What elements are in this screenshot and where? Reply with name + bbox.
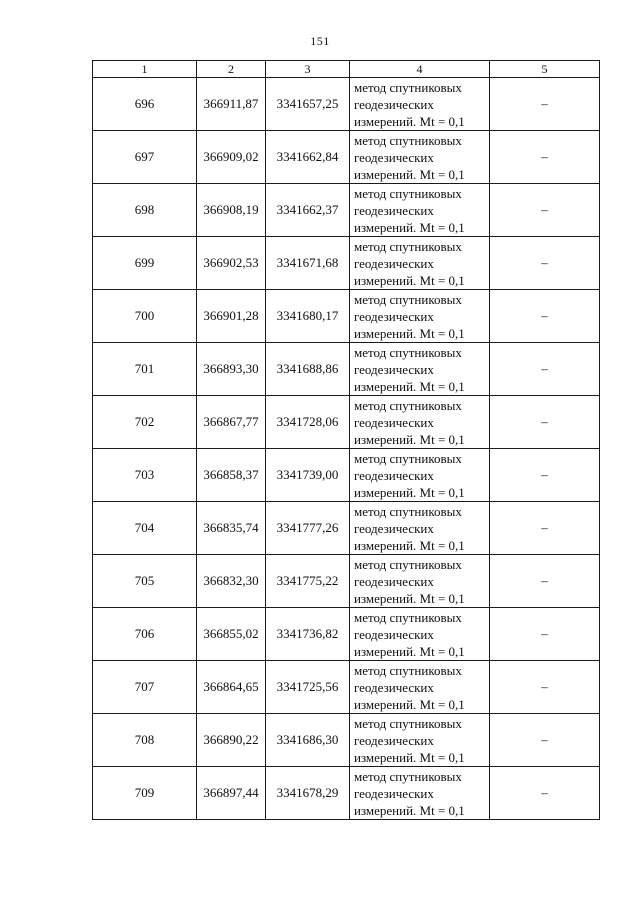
coordinate-y-cell: 3341736,82	[266, 608, 350, 661]
note-cell: –	[490, 237, 600, 290]
column-header-3: 3	[266, 61, 350, 78]
coordinate-y-cell: 3341728,06	[266, 396, 350, 449]
point-number-cell: 700	[93, 290, 197, 343]
coordinate-y-cell: 3341657,25	[266, 78, 350, 131]
note-cell: –	[490, 78, 600, 131]
coordinate-y-cell: 3341688,86	[266, 343, 350, 396]
point-number-cell: 696	[93, 78, 197, 131]
coordinates-table	[92, 60, 600, 820]
table-row	[93, 237, 600, 290]
coordinate-x-cell: 366864,65	[197, 661, 266, 714]
coordinate-x-cell: 366890,22	[197, 714, 266, 767]
coordinate-x-cell: 366893,30	[197, 343, 266, 396]
note-cell: –	[490, 608, 600, 661]
coordinate-x-cell: 366909,02	[197, 131, 266, 184]
coordinate-y-cell: 3341775,22	[266, 555, 350, 608]
point-number-cell: 699	[93, 237, 197, 290]
point-number-cell: 705	[93, 555, 197, 608]
table-row	[93, 343, 600, 396]
table-row	[93, 131, 600, 184]
coordinate-x-cell: 366832,30	[197, 555, 266, 608]
coordinate-y-cell: 3341662,37	[266, 184, 350, 237]
page-number: 151	[310, 34, 330, 48]
table-row	[93, 396, 600, 449]
coordinate-y-cell: 3341662,84	[266, 131, 350, 184]
coordinate-x-cell: 366908,19	[197, 184, 266, 237]
method-cell: метод спутниковых геодезических измерений. Mt = 0,1	[350, 343, 490, 396]
table-row	[93, 661, 600, 714]
method-cell: метод спутниковых геодезических измерений. Mt = 0,1	[350, 396, 490, 449]
method-cell: метод спутниковых геодезических измерений. Mt = 0,1	[350, 608, 490, 661]
coordinate-y-cell: 3341678,29	[266, 767, 350, 820]
note-cell: –	[490, 714, 600, 767]
coordinate-x-cell: 366901,28	[197, 290, 266, 343]
table-row	[93, 555, 600, 608]
note-cell: –	[490, 290, 600, 343]
point-number-cell: 707	[93, 661, 197, 714]
point-number-cell: 704	[93, 502, 197, 555]
method-cell: метод спутниковых геодезических измерений. Mt = 0,1	[350, 78, 490, 131]
point-number-cell: 698	[93, 184, 197, 237]
method-cell: метод спутниковых геодезических измерений. Mt = 0,1	[350, 290, 490, 343]
point-number-cell: 708	[93, 714, 197, 767]
note-cell: –	[490, 767, 600, 820]
note-cell: –	[490, 184, 600, 237]
column-header-5: 5	[490, 61, 600, 78]
table-row	[93, 449, 600, 502]
note-cell: –	[490, 449, 600, 502]
column-header-1: 1	[93, 61, 197, 78]
table-row	[93, 184, 600, 237]
column-header-2: 2	[197, 61, 266, 78]
note-cell: –	[490, 502, 600, 555]
method-cell: метод спутниковых геодезических измерений. Mt = 0,1	[350, 714, 490, 767]
coordinate-x-cell: 366897,44	[197, 767, 266, 820]
note-cell: –	[490, 131, 600, 184]
coordinate-x-cell: 366858,37	[197, 449, 266, 502]
point-number-cell: 703	[93, 449, 197, 502]
method-cell: метод спутниковых геодезических измерений. Mt = 0,1	[350, 661, 490, 714]
table-header-row	[93, 61, 600, 78]
note-cell: –	[490, 661, 600, 714]
table-body	[93, 78, 600, 820]
method-cell: метод спутниковых геодезических измерений. Mt = 0,1	[350, 449, 490, 502]
note-cell: –	[490, 343, 600, 396]
note-cell: –	[490, 396, 600, 449]
table-row	[93, 290, 600, 343]
point-number-cell: 701	[93, 343, 197, 396]
coordinate-x-cell: 366867,77	[197, 396, 266, 449]
point-number-cell: 706	[93, 608, 197, 661]
point-number-cell: 697	[93, 131, 197, 184]
method-cell: метод спутниковых геодезических измерений. Mt = 0,1	[350, 555, 490, 608]
coordinate-x-cell: 366902,53	[197, 237, 266, 290]
coordinate-y-cell: 3341739,00	[266, 449, 350, 502]
method-cell: метод спутниковых геодезических измерений. Mt = 0,1	[350, 502, 490, 555]
method-cell: метод спутниковых геодезических измерений. Mt = 0,1	[350, 131, 490, 184]
table-row	[93, 714, 600, 767]
method-cell: метод спутниковых геодезических измерений. Mt = 0,1	[350, 767, 490, 820]
coordinate-y-cell: 3341686,30	[266, 714, 350, 767]
coordinate-x-cell: 366835,74	[197, 502, 266, 555]
coordinate-y-cell: 3341680,17	[266, 290, 350, 343]
coordinate-x-cell: 366911,87	[197, 78, 266, 131]
column-header-4: 4	[350, 61, 490, 78]
method-cell: метод спутниковых геодезических измерений. Mt = 0,1	[350, 237, 490, 290]
point-number-cell: 709	[93, 767, 197, 820]
method-cell: метод спутниковых геодезических измерений. Mt = 0,1	[350, 184, 490, 237]
table-row	[93, 608, 600, 661]
table-row	[93, 767, 600, 820]
note-cell: –	[490, 555, 600, 608]
coordinate-y-cell: 3341777,26	[266, 502, 350, 555]
coordinate-y-cell: 3341671,68	[266, 237, 350, 290]
coordinate-y-cell: 3341725,56	[266, 661, 350, 714]
coordinate-x-cell: 366855,02	[197, 608, 266, 661]
point-number-cell: 702	[93, 396, 197, 449]
table-row	[93, 502, 600, 555]
table-row	[93, 78, 600, 131]
